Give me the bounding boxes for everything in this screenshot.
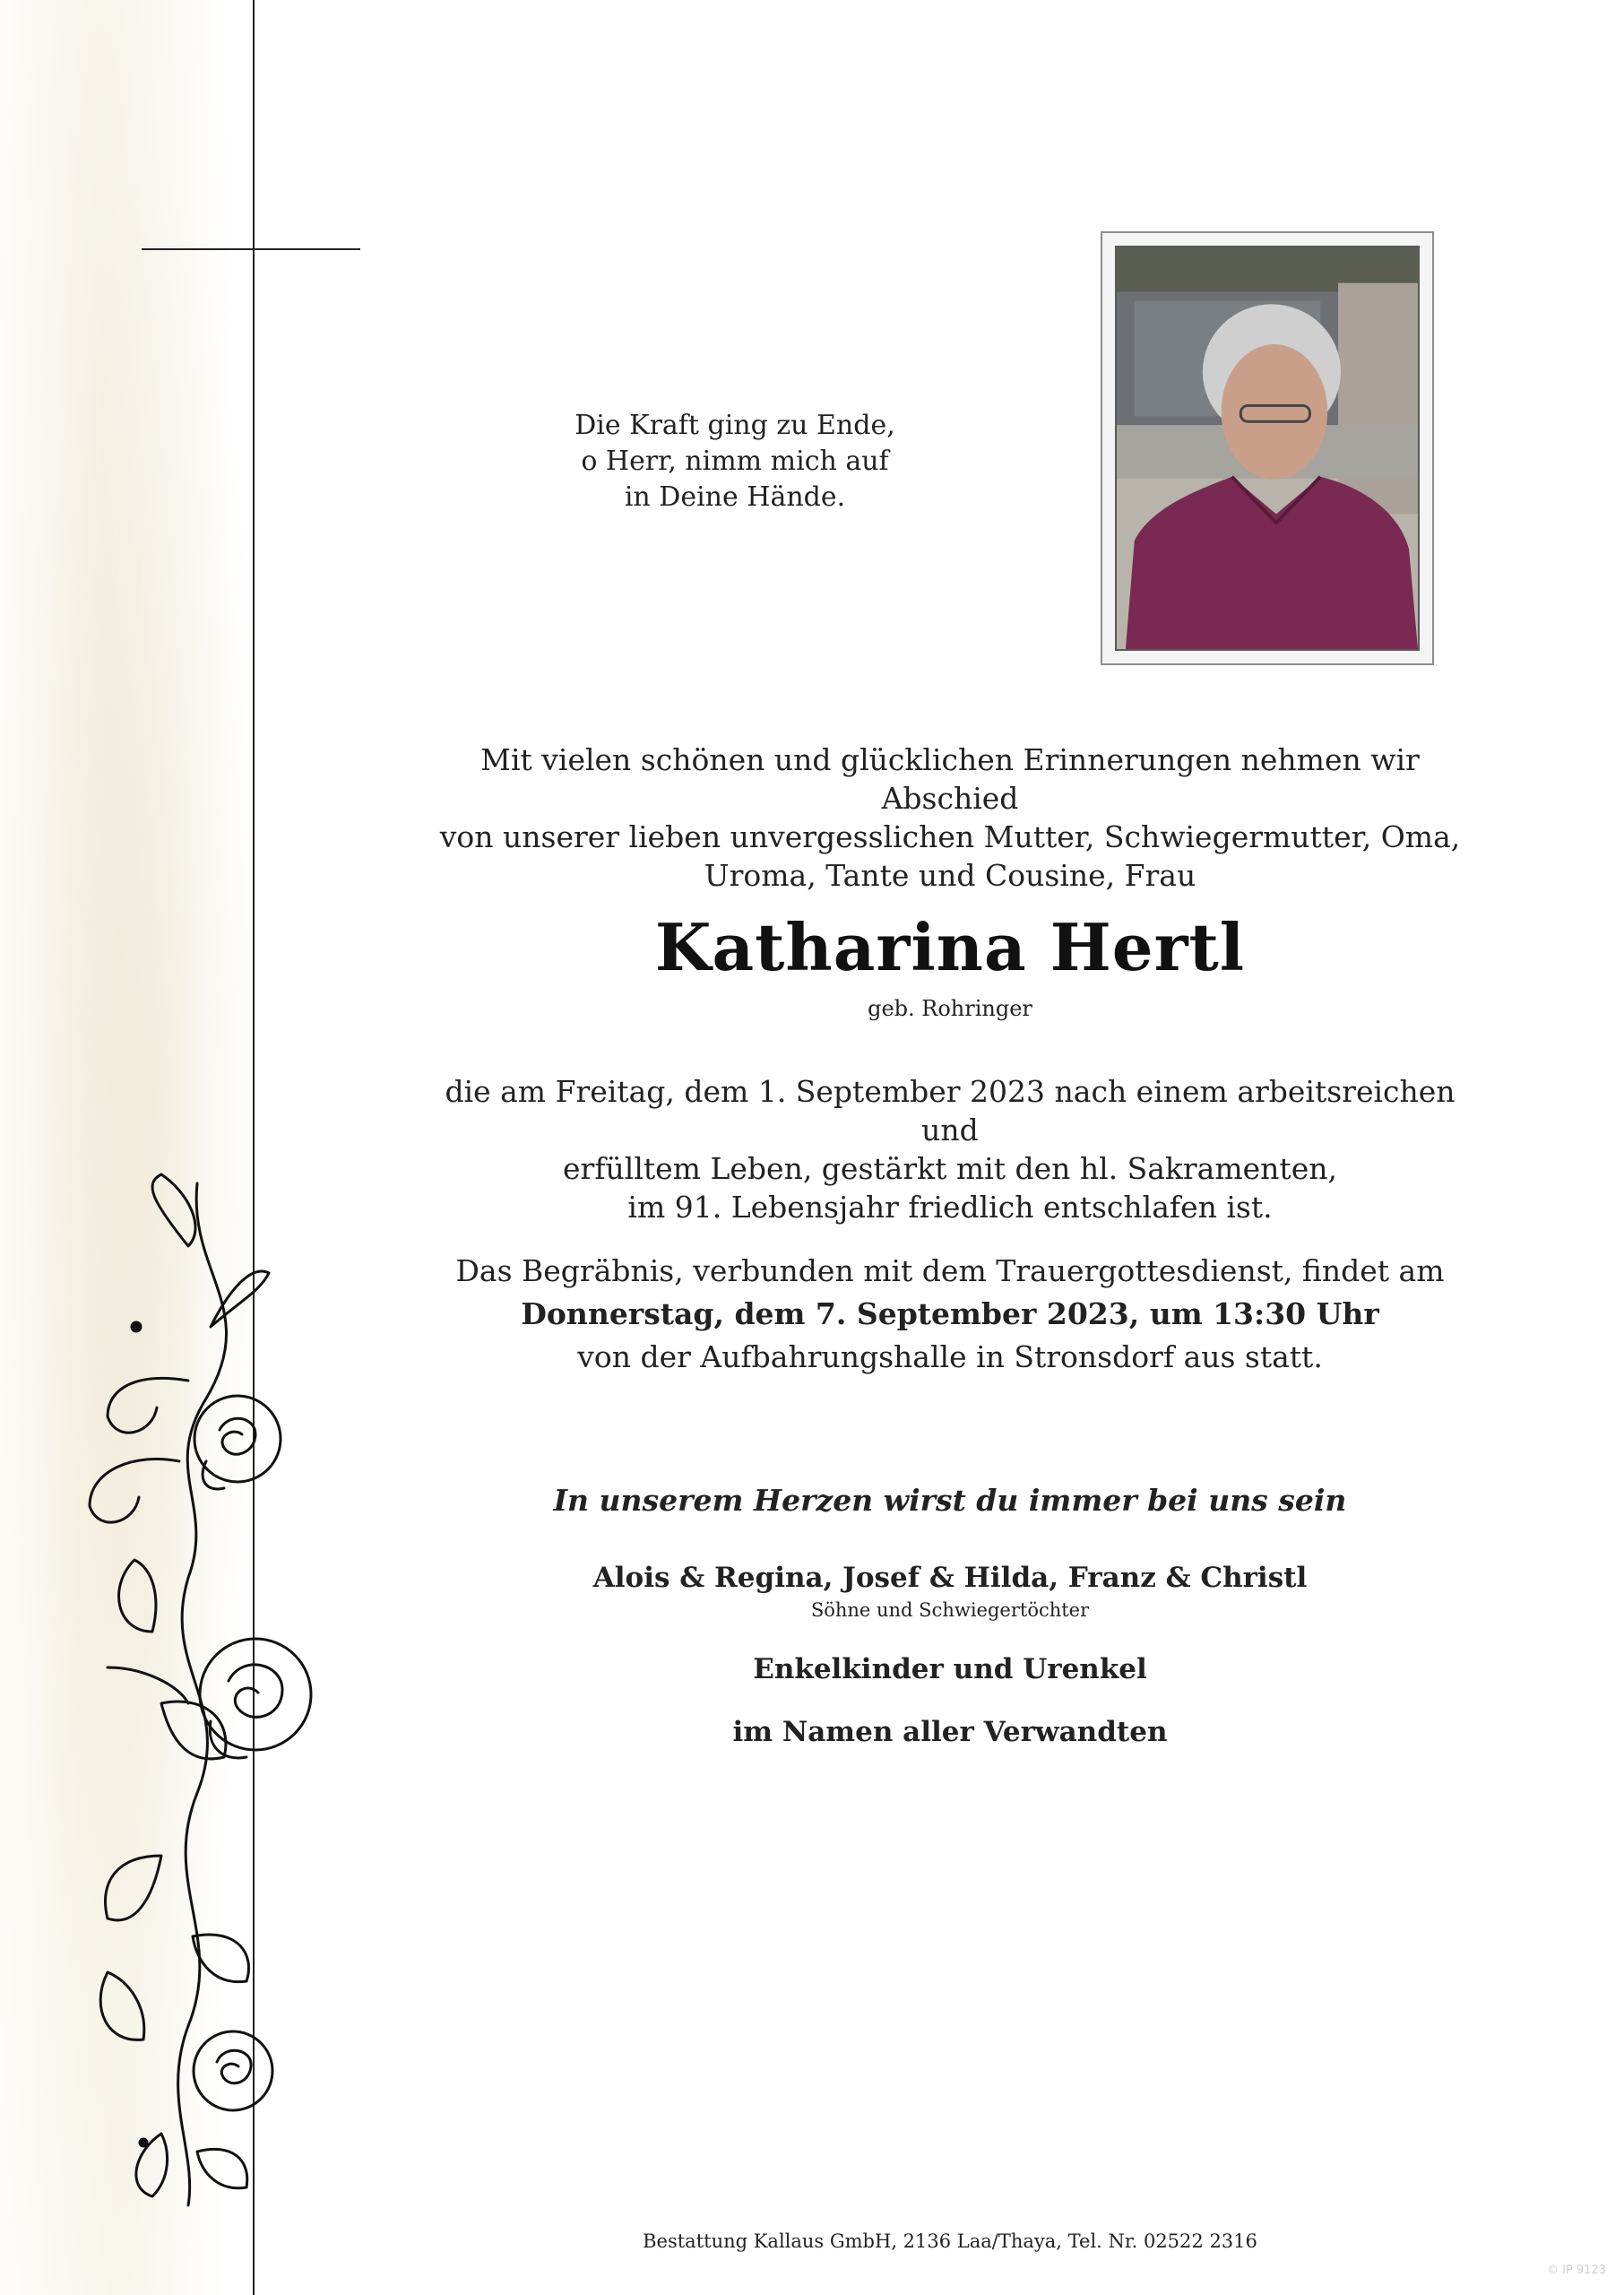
deceased-name: Katharina Hertl: [654, 909, 1246, 985]
death-line: erfülltem Leben, gestärkt mit den hl. Sakramenten,: [563, 1151, 1337, 1186]
funeral-line: Das Begräbnis, verbunden mit dem Trauergottesdienst, findet am: [455, 1253, 1445, 1288]
funeral-home-footer: Bestattung Kallaus GmbH, 2136 Laa/Thaya, Tel. Nr. 02522 2316: [643, 2230, 1257, 2252]
funeral-details: [430, 1250, 1470, 1379]
intro-line: Uroma, Tante und Cousine, Frau: [704, 858, 1196, 893]
intro-line: Mit vielen schönen und glücklichen Erinnerungen nehmen wir Abschied: [480, 742, 1420, 816]
verse-line: Die Kraft ging zu Ende,: [574, 410, 895, 441]
mourners-sons-note: Söhne und Schwiegertöchter: [810, 1599, 1090, 1621]
death-line: die am Freitag, dem 1. September 2023 nach einem arbeitsreichen und: [445, 1074, 1456, 1148]
portrait-frame: [1101, 231, 1434, 665]
print-code: © IP 9123: [1546, 2264, 1606, 2277]
rose-vine-ornament: [54, 1165, 341, 2223]
verse-line: o Herr, nimm mich auf: [581, 446, 889, 477]
mourners-grandchildren: Enkelkinder und Urenkel: [753, 1653, 1147, 1685]
maiden-name: geb. Rohringer: [868, 996, 1032, 1021]
memorial-motto: In unserem Herzen wirst du immer bei uns sein: [553, 1483, 1347, 1518]
opening-verse: [538, 408, 932, 515]
funeral-line: von der Aufbahrungshalle in Stronsdorf aus statt.: [577, 1339, 1323, 1374]
announcement-intro: [430, 740, 1470, 895]
mourners-relatives: im Namen aller Verwandten: [732, 1716, 1168, 1748]
cross-horizontal-line: [142, 248, 360, 250]
death-line: im 91. Lebensjahr friedlich entschlafen ist.: [627, 1190, 1273, 1225]
death-notice: [430, 1072, 1470, 1226]
funeral-date-time: Donnerstag, dem 7. September 2023, um 13:30 Uhr: [521, 1296, 1379, 1331]
mourners-sons: Alois & Regina, Josef & Hilda, Franz & Christl: [592, 1562, 1308, 1594]
intro-line: von unserer lieben unvergesslichen Mutter, Schwiegermutter, Oma,: [439, 819, 1461, 854]
verse-line: in Deine Hände.: [624, 481, 846, 513]
portrait-photo: [1115, 246, 1420, 651]
